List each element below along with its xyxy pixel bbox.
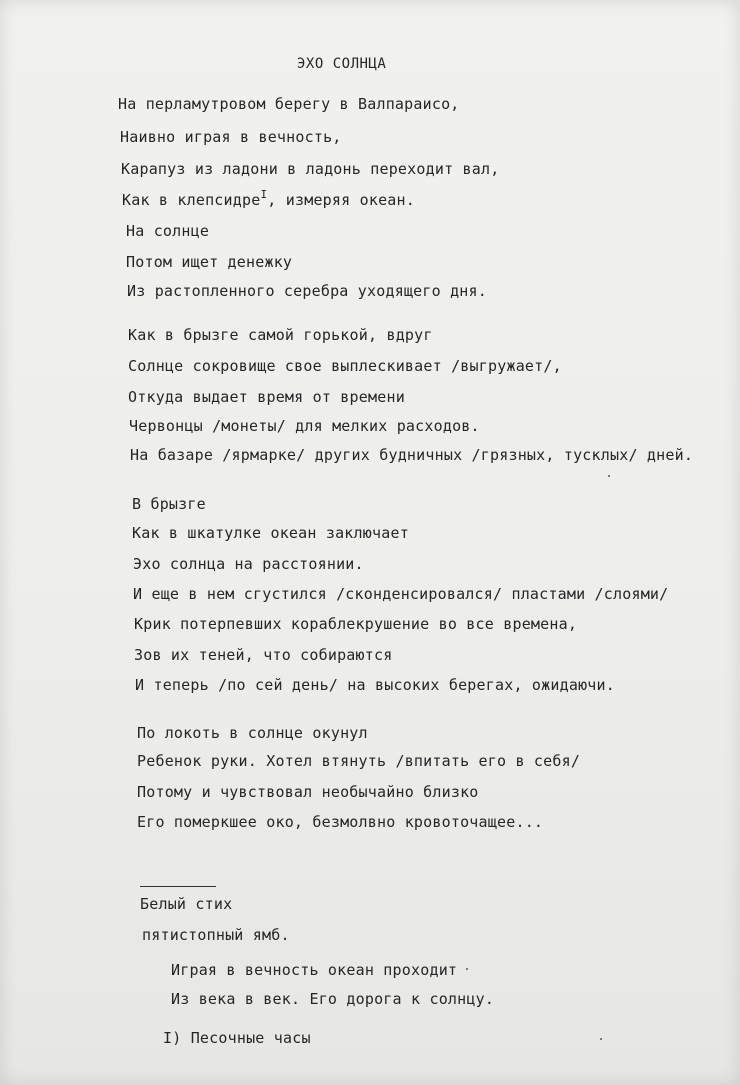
poem-line: Его померкшее око, безмолвно кровоточащее... [137, 813, 544, 831]
poem-line: На солнце [126, 222, 210, 240]
poem-line: Солнце сокровище свое выплескивает /выгружает/, [128, 357, 562, 375]
poem-line: Крик потерпевших кораблекрушение во все времена, [134, 615, 578, 633]
footnote: I) Песочные часы [163, 1029, 311, 1047]
poem-line: И теперь /по сей день/ на высоких берегах, ожидаючи. [135, 676, 615, 694]
paper-speck [600, 1038, 602, 1040]
poem-line: И еще в нем сгустился /сконденсировался/ пластами /слоями/ [133, 585, 669, 603]
line-text-start: Как в клепсидре [122, 191, 261, 209]
poem-line: Эхо солнца на расстоянии. [133, 555, 364, 573]
poem-line: В брызге [132, 495, 206, 513]
poem-line: Потом ищет денежку [126, 253, 293, 271]
form-note: пятистопный ямб. [142, 926, 290, 944]
poem-line: По локоть в солнце окунул [137, 724, 368, 742]
footnote-marker: I [260, 188, 268, 201]
poem-line: Зов их теней, что собираются [134, 646, 393, 664]
footnote-separator [140, 886, 216, 887]
poem-line: На базаре /ярмарке/ других будничных /грязных, тусклых/ дней. [130, 446, 694, 464]
meter-example-line: Из века в век. Его дорога к солнцу. [171, 990, 495, 1008]
poem-line: Карапуз из ладони в ладонь переходит вал, [121, 160, 500, 178]
poem-line: Откуда выдает время от времени [128, 388, 405, 406]
line-text-end: , измеряя океан. [267, 191, 415, 209]
poem-line: На перламутровом берегу в Валпараисо, [118, 95, 460, 113]
poem-line-with-footnote-mark [122, 188, 415, 209]
paper-speck [608, 475, 610, 477]
paper-speck [466, 968, 468, 970]
poem-title: ЭХО СОЛНЦА [297, 56, 387, 72]
poem-line: Наивно играя в вечность, [120, 128, 342, 146]
poem-line: Червонцы /монеты/ для мелких расходов. [129, 417, 480, 435]
poem-line: Из растопленного серебра уходящего дня. [127, 282, 487, 300]
poem-line: Как в брызге самой горькой, вдруг [128, 326, 433, 344]
poem-line: Потому и чувствовал необычайно близко [137, 783, 479, 801]
poem-line: Как в шкатулке океан заключает [132, 524, 409, 542]
poem-line: Ребенок руки. Хотел втянуть /впитать его в себя/ [137, 752, 581, 770]
meter-example-line: Играя в вечность океан проходит [171, 961, 458, 979]
form-note: Белый стих [140, 895, 233, 913]
